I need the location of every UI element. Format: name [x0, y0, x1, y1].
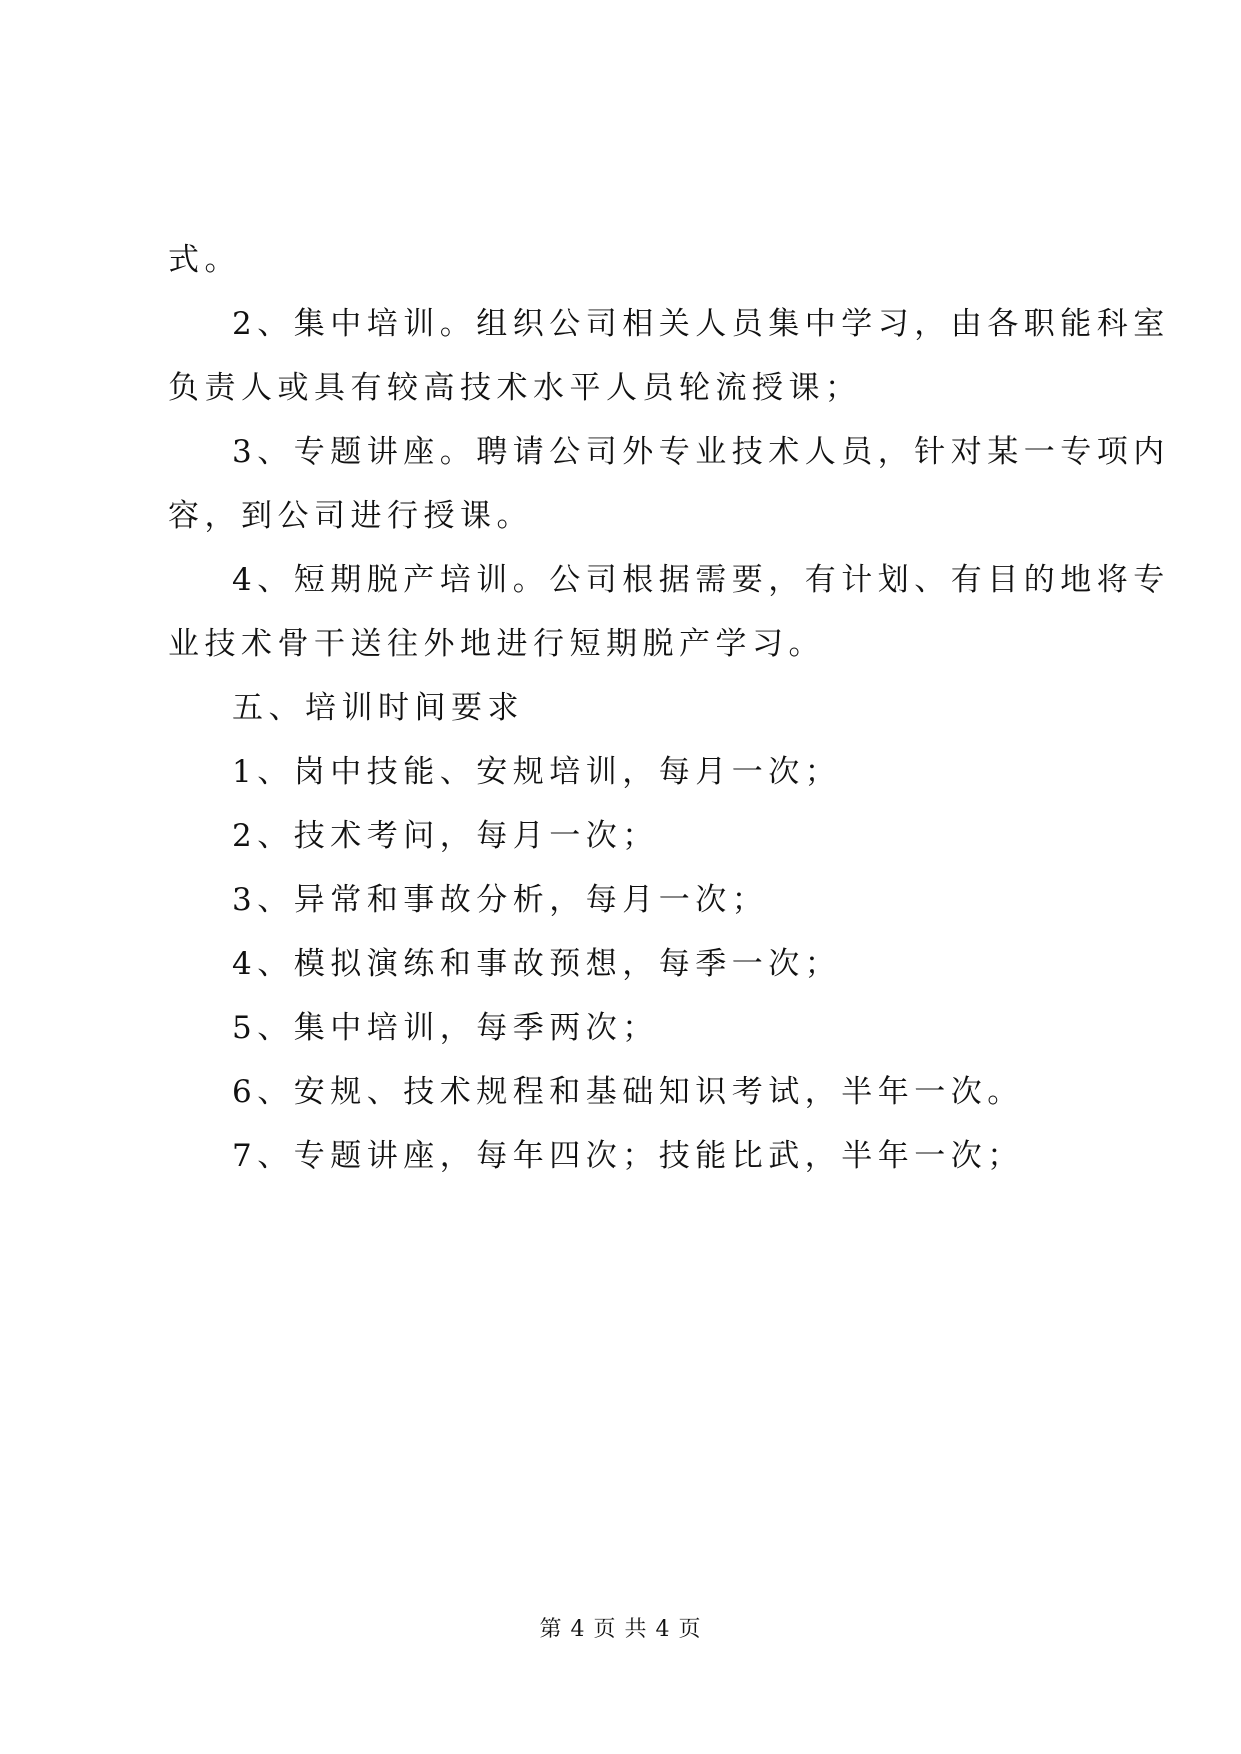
schedule-item-6: 6、安规、技术规程和基础知识考试，半年一次。: [232, 1074, 1024, 1110]
page-number-footer: 第 4 页 共 4 页: [539, 1617, 702, 1642]
schedule-item-2: 2、技术考问，每月一次；: [232, 818, 659, 854]
schedule-item-5: 5、集中培训，每季两次；: [232, 1010, 659, 1046]
paragraph-item-2-line-2: 负责人或具有较高技术水平人员轮流授课；: [168, 370, 862, 406]
schedule-item-7: 7、专题讲座，每年四次；技能比武，半年一次；: [232, 1138, 1024, 1174]
paragraph-item-3-line-2: 容，到公司进行授课。: [168, 498, 533, 534]
schedule-item-3: 3、异常和事故分析，每月一次；: [232, 882, 769, 918]
paragraph-item-2-line-1: 2、集中培训。组织公司相关人员集中学习，由各职能科室: [232, 306, 1170, 342]
section-heading: 五、培训时间要求: [232, 690, 524, 726]
document-body: [168, 228, 1170, 1188]
paragraph-item-3-line-1: 3、专题讲座。聘请公司外专业技术人员，针对某一专项内: [232, 434, 1170, 470]
paragraph-continuation: 式。: [168, 242, 241, 278]
paragraph-item-4-line-1: 4、短期脱产培训。公司根据需要，有计划、有目的地将专: [232, 562, 1170, 598]
schedule-item-4: 4、模拟演练和事故预想，每季一次；: [232, 946, 842, 982]
schedule-item-1: 1、岗中技能、安规培训，每月一次；: [232, 754, 842, 790]
paragraph-item-4-line-2: 业技术骨干送往外地进行短期脱产学习。: [168, 626, 825, 662]
